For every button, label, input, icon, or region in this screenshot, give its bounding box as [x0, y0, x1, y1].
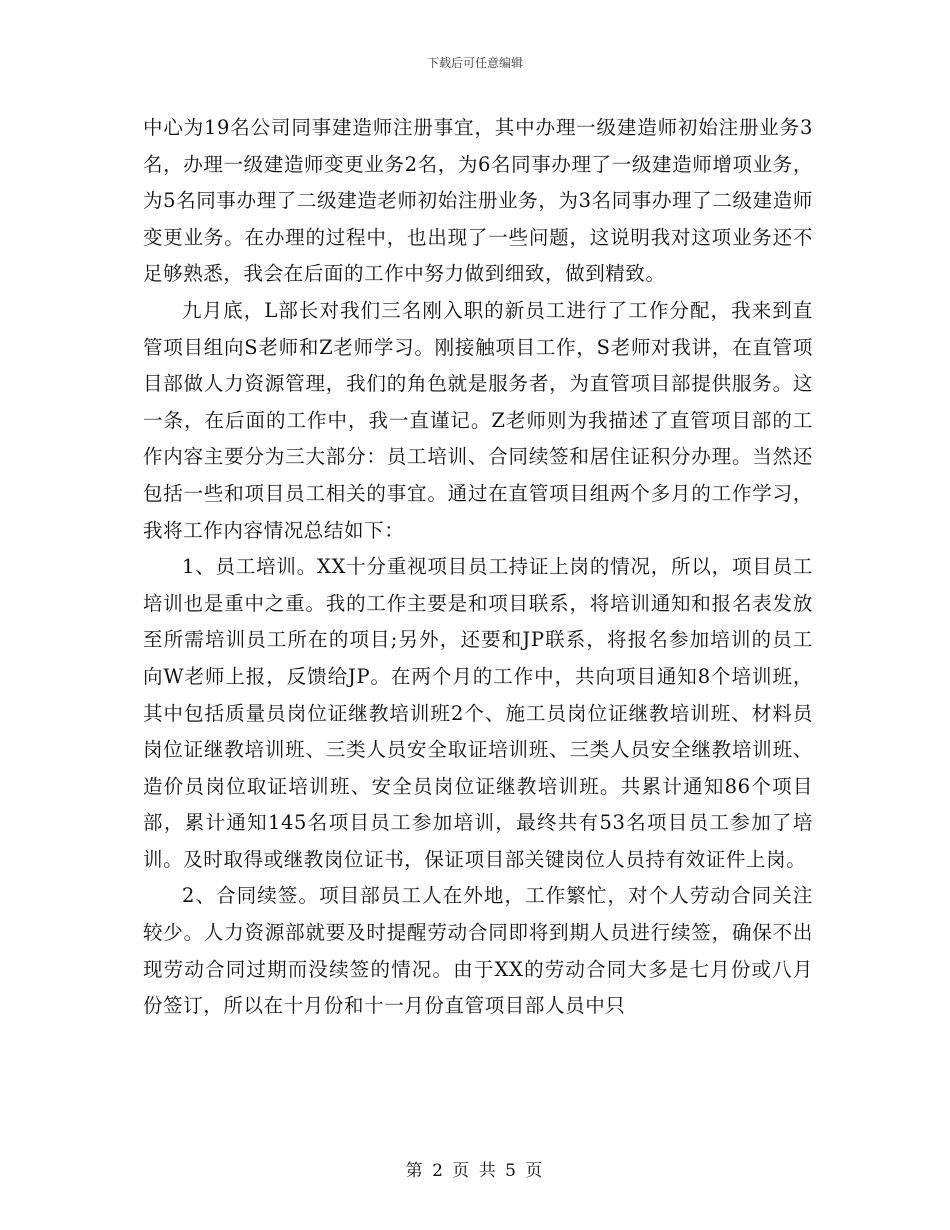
paragraph-3: 1、员工培训。XX十分重视项目员工持证上岗的情况，所以，项目员工培训也是重中之重。我的工作主要是和项目联系，将培训通知和报名表发放至所需培训员工所在的项目;另外，还要和JP联系，将报名参加培训的员工向W老师上报，反馈给JP。在两个月的工作中，共向项目通知8个培训班，其中包括质量员岗位证继教培训班2个、施工员岗位证继教培训班、材料员岗位证继教培训班、三类人员安全取证培训班、三类人员安全继教培训班、造价员岗位取证培训班、安全员岗位证继教培训班。共累计通知86个项目部，累计通知145名项目员工参加培训，最终共有53名项目员工参加了培训。及时取得或继教岗位证书，保证项目部关键岗位人员持有效证件上岗。 — [143, 555, 813, 871]
paragraph-4: 2、合同续签。项目部员工人在外地，工作繁忙，对个人劳动合同关注较少。人力资源部就要及时提醒劳动合同即将到期人员进行续签，确保不出现劳动合同过期而没续签的情况。由于XX的劳动合同大多是七月份或八月份签订，所以在十月份和十一月份直管项目部人员中只 — [143, 884, 813, 1018]
document-body — [143, 110, 813, 1025]
paragraph-1: 中心为19名公司同事建造师注册事宜，其中办理一级建造师初始注册业务3名，办理一级建造师变更业务2名，为6名同事办理了一级建造师增项业务，为5名同事办理了二级建造老师初始注册业务，为3名同事办理了二级建造师变更业务。在办理的过程中，也出现了一些问题，这说明我对这项业务还不足够熟悉，我会在后面的工作中努力做到细致，做到精致。 — [143, 116, 813, 286]
paragraph-2: 九月底，L部长对我们三名刚入职的新员工进行了工作分配，我来到直管项目组向S老师和Z老师学习。刚接触项目工作，S老师对我讲，在直管项目部做人力资源管理，我们的角色就是服务者，为直管项目部提供服务。这一条，在后面的工作中，我一直谨记。Z老师则为我描述了直管项目部的工作内容主要分为三大部分：员工培训、合同续签和居住证积分办理。当然还包括一些和项目员工相关的事宜。通过在直管项目组两个多月的工作学习，我将工作内容情况总结如下： — [143, 298, 813, 542]
page-header: 下载后可任意编辑 — [426, 56, 523, 70]
page-footer: 第 2 页 共 5 页 — [405, 1161, 545, 1181]
